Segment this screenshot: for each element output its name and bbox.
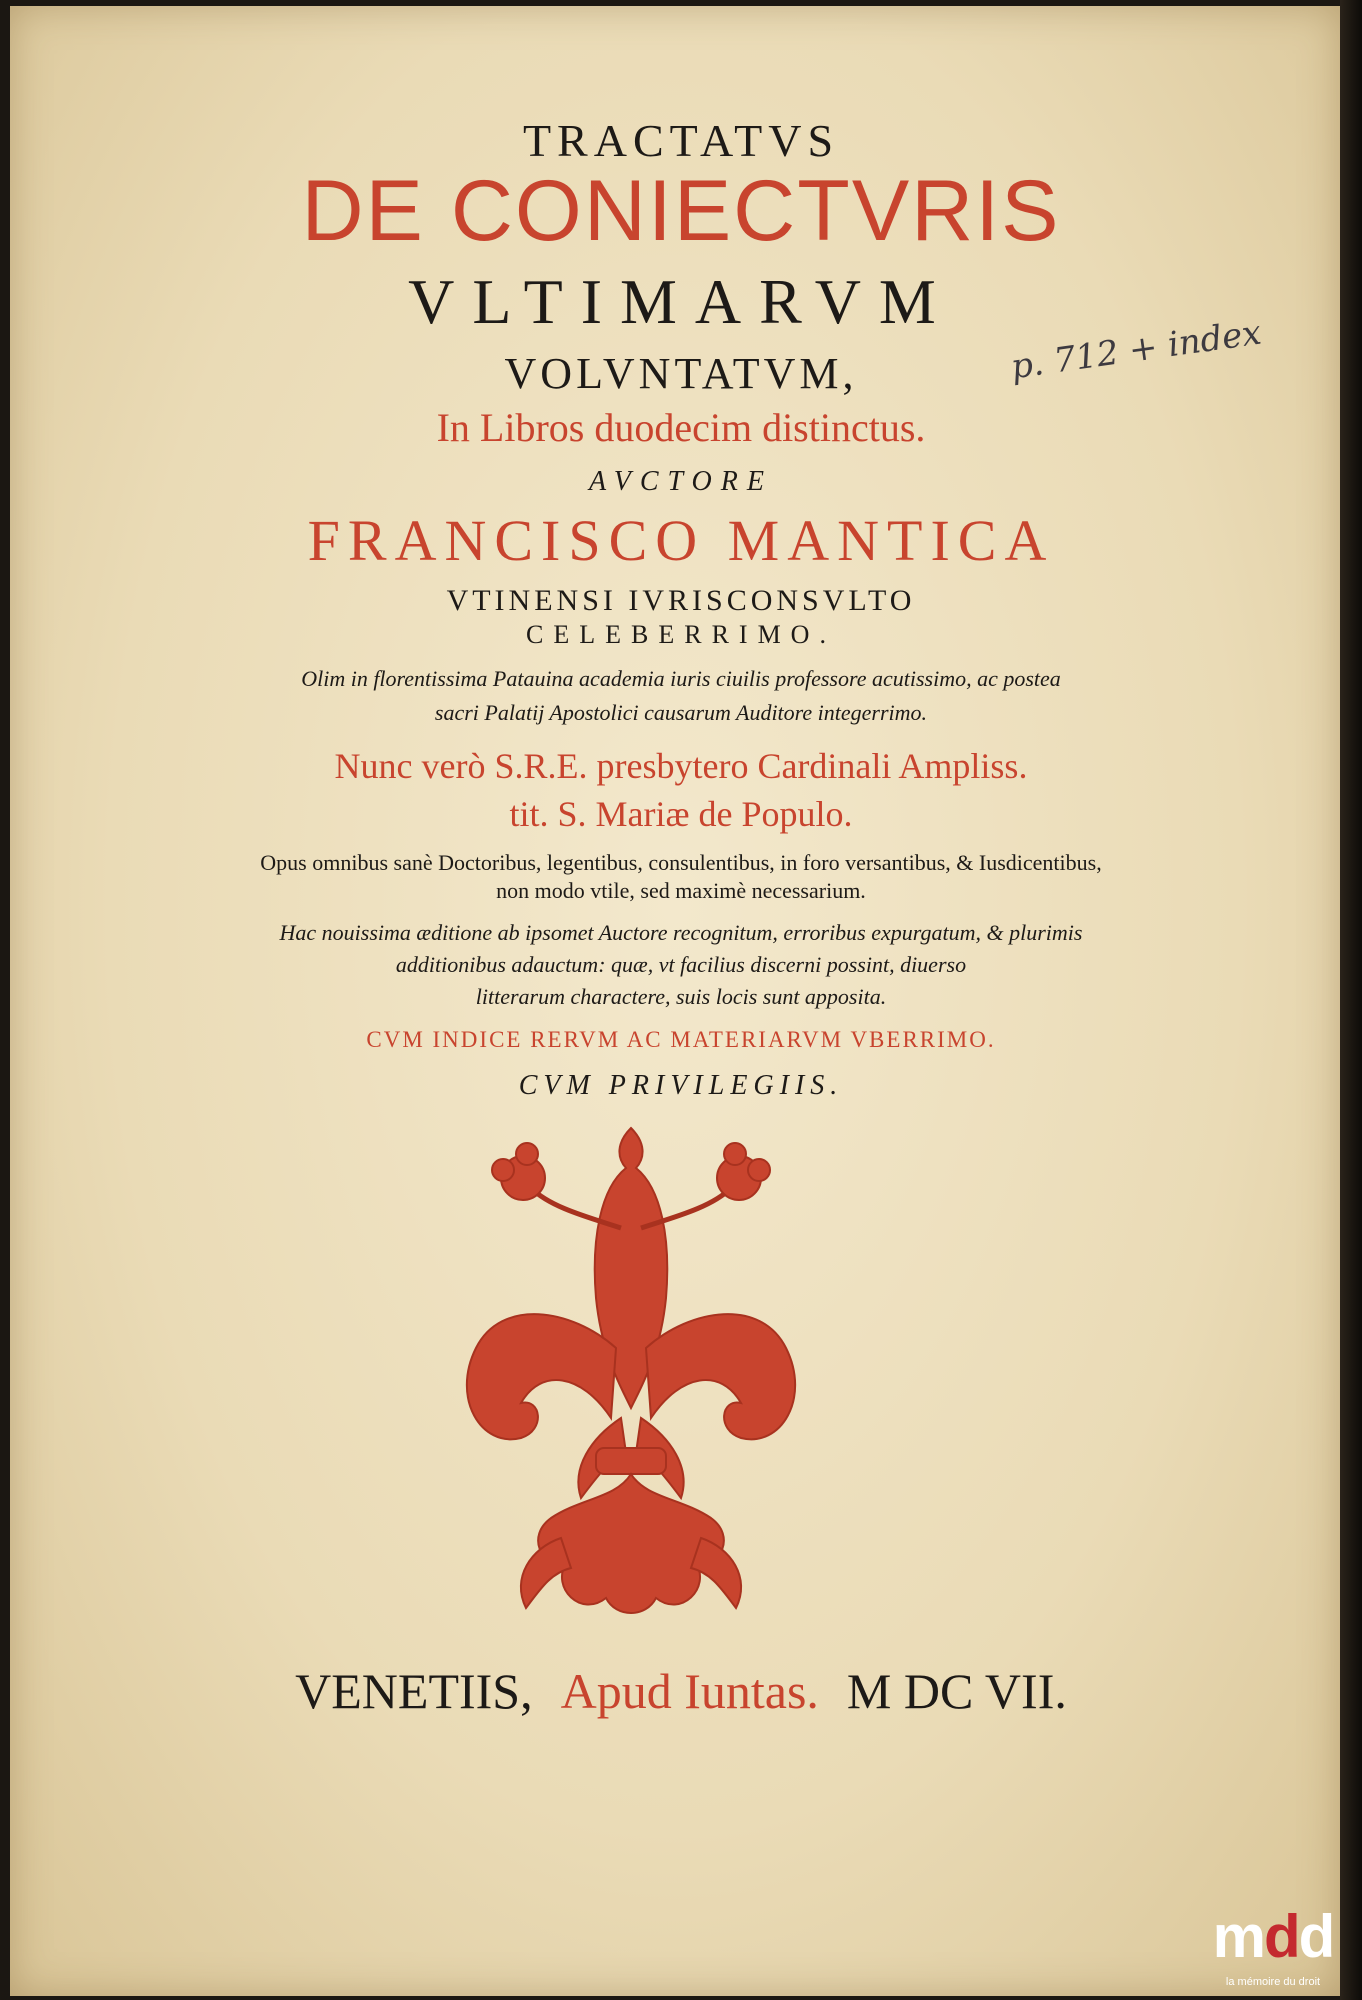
cardinal-line-1: Nunc verò S.R.E. presbytero Cardinali Ampliss. xyxy=(334,746,1028,786)
auctore-label: AVCTORE xyxy=(589,466,773,497)
author-name: FRANCISCO MANTICA xyxy=(307,508,1055,573)
edition-line-2: additionibus adauctum: quæ, vt facilius discerni possint, diuerso xyxy=(395,952,967,977)
imprint-year: M DC VII. xyxy=(846,1663,1067,1719)
edition-line-3: litterarum charactere, suis locis sunt apposita. xyxy=(475,984,887,1009)
imprint-place: VENETIIS, xyxy=(295,1663,533,1719)
title-line-ultimarum: VLTIMARVM xyxy=(408,266,954,337)
imprint-printer: Apud Iuntas. xyxy=(560,1663,819,1719)
olim-line-2: sacri Palatij Apostolici causarum Auditore integerrimo. xyxy=(434,700,928,725)
mdd-logo-tagline: la mémoire du droit xyxy=(1225,1976,1321,1988)
author-description: VTINENSI IVRISCONSVLTO xyxy=(446,584,916,617)
opus-line-2: non modo vtile, sed maximè necessarium. xyxy=(496,878,866,903)
privileges-line: CVM PRIVILEGIIS. xyxy=(518,1070,844,1101)
imprint-line xyxy=(0,1663,1362,1719)
author-description-2: CELEBERRIMO. xyxy=(526,620,836,649)
opus-line-1: Opus omnibus sanè Doctoribus, legentibus, consulentibus, in foro versantibus, & Iusdicentibus, xyxy=(260,850,1102,875)
handwritten-note: p. 712 + index xyxy=(1008,312,1264,388)
olim-line-1: Olim in florentissima Patauina academia iuris ciuilis professore acutissimo, ac postea xyxy=(301,666,1061,691)
mdd-logo xyxy=(1198,1904,1348,2000)
fleur-de-lis-printer-device xyxy=(431,1118,831,1628)
edition-line-1: Hac nouissima æditione ab ipsomet Auctore recognitum, erroribus expurgatum, & plurimis xyxy=(279,920,1083,945)
subtitle-in-libros: In Libros duodecim distinctus. xyxy=(436,405,926,450)
title-line-tractatus: TRACTATVS xyxy=(522,115,840,166)
mdd-logo-letters: mdd xyxy=(1212,1903,1334,1970)
title-line-voluntatum: VOLVNTATVM, xyxy=(504,349,858,398)
index-line: CVM INDICE RERVM AC MATERIARVM VBERRIMO. xyxy=(366,1027,996,1052)
cardinal-line-2: tit. S. Mariæ de Populo. xyxy=(509,794,853,834)
title-line-coniecturis: DE CONIECTVRIS xyxy=(301,163,1061,259)
